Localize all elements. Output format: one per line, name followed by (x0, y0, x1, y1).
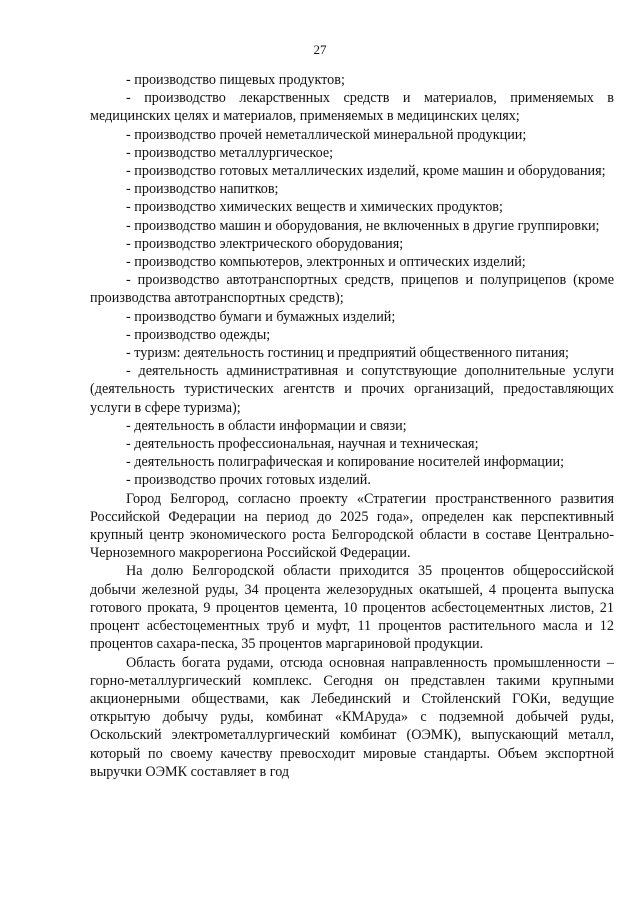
list-item: - производство пищевых продуктов; (126, 72, 345, 88)
list-item: - деятельность административная и сопутствующие дополнительные услуги (деятельность туристических агентств и прочих организаций, предоставляющих услуги в сфере туризма); (90, 363, 614, 416)
list-item: - производство металлургическое; (126, 144, 334, 161)
paragraph-belgorod-strategy: Город Белгород, согласно проекту «Стратегии пространственного развития Российской Федерации на период до 2025 года», определен как перспективный крупный центр экономического роста Белгородской области в составе Центрально-Черноземного макрорегиона Российской Федерации. (90, 490, 614, 562)
list-item: - производство бумаги и бумажных изделий; (126, 308, 396, 325)
list-item: - производство прочих готовых изделий. (126, 472, 371, 489)
list-item: - деятельность полиграфическая и копирование носителей информации; (126, 454, 565, 471)
list-item: - производство электрического оборудования; (126, 235, 404, 252)
document-body (90, 71, 614, 781)
list-item: - производство лекарственных средств и материалов, применяемых в медицинских целях и материалов, применяемых в медицинских целях; (90, 90, 614, 125)
list-item: - производство химических веществ и химических продуктов; (126, 199, 503, 216)
paragraph-mining-industry: Область богата рудами, отсюда основная направленность промышленности – горно-металлургический комплекс. Сегодня он представлен такими крупными акционерными обществами, как Лебединский и Стойленский ГОКи, ведущие открытую добычу руды, комбинат «КМАруда» с подземной добычей руды, Оскольский электрометаллургический комбинат (ОЭМК), выпускающий металл, который по своему качеству превосходит мировые стандарты. Объем экспортной выручки ОЭМК составляет в год (90, 654, 614, 780)
list-item: - производство компьютеров, электронных и оптических изделий; (126, 254, 526, 271)
list-item: - производство готовых металлических изделий, кроме машин и оборудования; (126, 163, 606, 180)
paragraph-production-share: На долю Белгородской области приходится 35 процентов общероссийской добычи железной руды, 34 процента железорудных окатышей, 4 процента выпуска готового проката, 9 процентов цемента, 10 процентов асбестоцементных листов, 21 процент асбестоцементных труб и муфт, 11 процентов растительного масла и 12 процентов сахара-песка, 35 процентов маргариновой продукции. (90, 563, 614, 653)
list-item: - производство напитков; (126, 181, 279, 198)
page-number: 27 (313, 42, 327, 57)
list-item: - производство машин и оборудования, не включенных в другие группировки; (126, 217, 600, 234)
list-item: - производство автотранспортных средств, прицепов и полуприцепов (кроме производства автотранспортных средств); (90, 272, 614, 307)
list-item: - деятельность профессиональная, научная и техническая; (126, 436, 479, 453)
list-item: - производство прочей неметаллической минеральной продукции; (126, 126, 527, 143)
list-item: - туризм: деятельность гостиниц и предприятий общественного питания; (126, 345, 569, 362)
list-item: - производство одежды; (126, 326, 271, 343)
list-item: - деятельность в области информации и связи; (126, 417, 407, 434)
